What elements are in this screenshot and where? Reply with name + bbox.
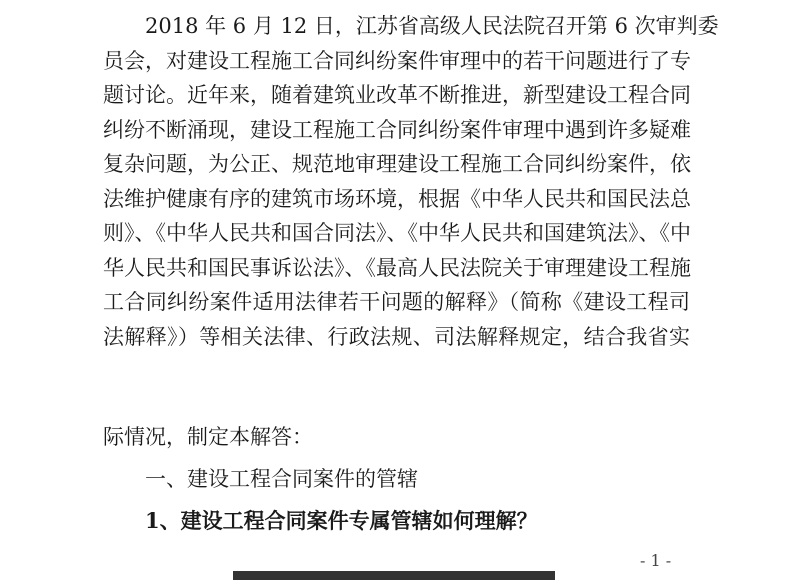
paragraph-line: 复杂问题，为公正、规范地审理建设工程施工合同纠纷案件，依 [103, 152, 691, 176]
paragraph-line: 员会，对建设工程施工合同纠纷案件审理中的若干问题进行了专 [103, 49, 691, 73]
paragraph-line: 法维护健康有序的建筑市场环境，根据《中华人民共和国民法总 [103, 187, 691, 211]
section-heading: 一、建设工程合同案件的管辖 [145, 467, 418, 491]
paragraph-line: 2018 年 6 月 12 日，江苏省高级人民法院召开第 6 次审判委 [145, 14, 719, 38]
paragraph-line: 纠纷不断涌现，建设工程施工合同纠纷案件审理中遇到许多疑难 [103, 118, 691, 142]
paragraph-line: 际情况，制定本解答： [103, 425, 313, 449]
paragraph-line: 题讨论。近年来，随着建筑业改革不断推进，新型建设工程合同 [103, 83, 691, 107]
question-heading: 1、建设工程合同案件专属管辖如何理解？ [145, 508, 538, 533]
page-number: - 1 - [640, 551, 672, 570]
paragraph-line: 法解释》）等相关法律、行政法规、司法解释规定，结合我省实 [103, 325, 690, 349]
paragraph-line: 华人民共和国民事诉讼法》、《最高人民法院关于审理建设工程施 [103, 256, 691, 280]
paragraph-line: 则》、《中华人民共和国合同法》、《中华人民共和国建筑法》、《中 [103, 221, 691, 245]
paragraph-line: 工合同纠纷案件适用法律若干问题的解释》（简称《建设工程司 [103, 290, 690, 314]
bottom-bar [233, 571, 555, 580]
